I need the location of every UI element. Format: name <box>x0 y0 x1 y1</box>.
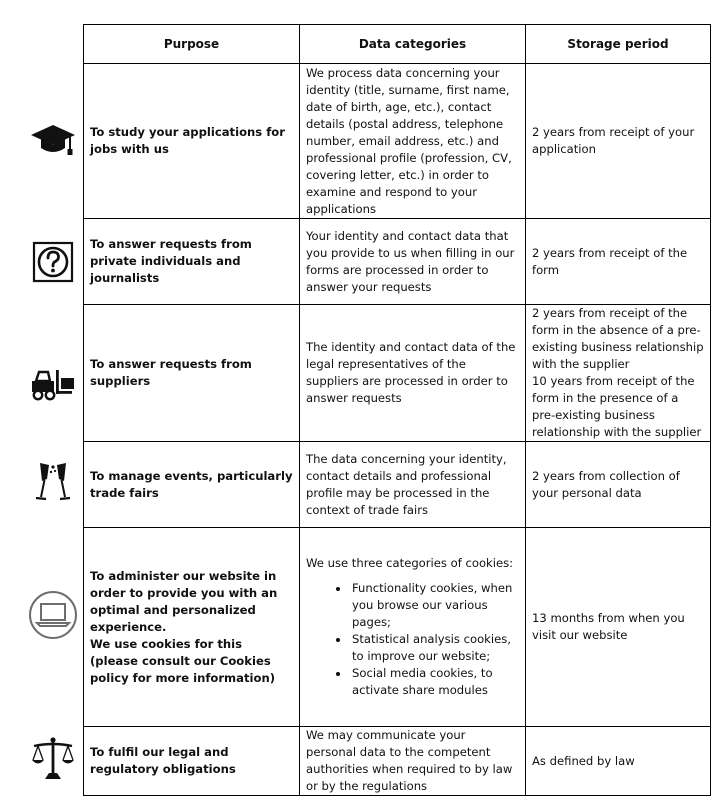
purpose-cell: To manage events, particularly trade fairs <box>84 442 300 528</box>
table-row <box>84 727 711 796</box>
graduation-cap-icon <box>28 120 78 160</box>
storage-period-cell: 2 years from receipt of the form <box>526 219 711 305</box>
table-row <box>84 305 711 442</box>
table-row <box>84 64 711 219</box>
champagne-glasses-icon <box>28 460 78 508</box>
purpose-cell: To answer requests from suppliers <box>84 305 300 442</box>
data-categories-cell: The data concerning your identity, contact details and professional profile may be processed in the context of trade fairs <box>300 442 526 528</box>
data-categories-cell: We may communicate your personal data to the competent authorities when required to by law or by the regulations <box>300 727 526 796</box>
data-categories-cell: Your identity and contact data that you provide to us when filling in our forms are processed in order to answer your requests <box>300 219 526 305</box>
table-row <box>84 219 711 305</box>
table-row <box>84 528 711 727</box>
scales-of-justice-icon <box>28 735 78 783</box>
data-processing-table <box>83 24 711 796</box>
purpose-cell <box>84 528 300 727</box>
data-categories-cell: We process data concerning your identity (title, surname, first name, date of birth, age, etc.), contact details (postal address, telephone number, email address, etc.) and professional profile (profession, CV, covering letter, etc.) in order to examine and respond to your applications <box>300 64 526 219</box>
purpose-cell: To answer requests from private individuals and journalists <box>84 219 300 305</box>
data-categories-intro: We use three categories of cookies: <box>306 556 514 570</box>
purpose-text: To administer our website in order to provide you with an optimal and personalized experience. <box>90 568 278 634</box>
purpose-column-header: Purpose <box>84 25 300 64</box>
data-categories-column-header: Data categories <box>300 25 526 64</box>
cookie-categories-list <box>306 580 519 699</box>
table-header-row <box>84 25 711 64</box>
list-item: • Statistical analysis cookies, to improve our website; <box>350 631 519 665</box>
storage-period-cell: 13 months from when you visit our website <box>526 528 711 727</box>
data-categories-cell <box>300 528 526 727</box>
question-mark-icon <box>28 240 78 284</box>
purpose-text: We use cookies for this (please consult our Cookies policy for more information) <box>90 636 275 685</box>
storage-period-text: 2 years from receipt of the form in the absence of a pre-existing business relationship with the supplier <box>532 306 704 371</box>
storage-period-cell: 2 years from receipt of your application <box>526 64 711 219</box>
list-item: • Social media cookies, to activate share modules <box>350 665 519 699</box>
storage-period-cell: As defined by law <box>526 727 711 796</box>
table-row <box>84 442 711 528</box>
list-item: • Functionality cookies, when you browse our various pages; <box>350 580 519 631</box>
purpose-cell: To study your applications for jobs with us <box>84 64 300 219</box>
storage-period-cell <box>526 305 711 442</box>
laptop-icon <box>28 590 78 640</box>
forklift-icon <box>28 364 78 404</box>
purpose-cell: To fulfil our legal and regulatory obligations <box>84 727 300 796</box>
storage-period-text: 10 years from receipt of the form in the presence of a pre-existing business relationship with the supplier <box>532 374 702 439</box>
storage-period-cell: 2 years from collection of your personal data <box>526 442 711 528</box>
data-categories-cell: The identity and contact data of the legal representatives of the suppliers are processed in order to answer requests <box>300 305 526 442</box>
storage-period-column-header: Storage period <box>526 25 711 64</box>
